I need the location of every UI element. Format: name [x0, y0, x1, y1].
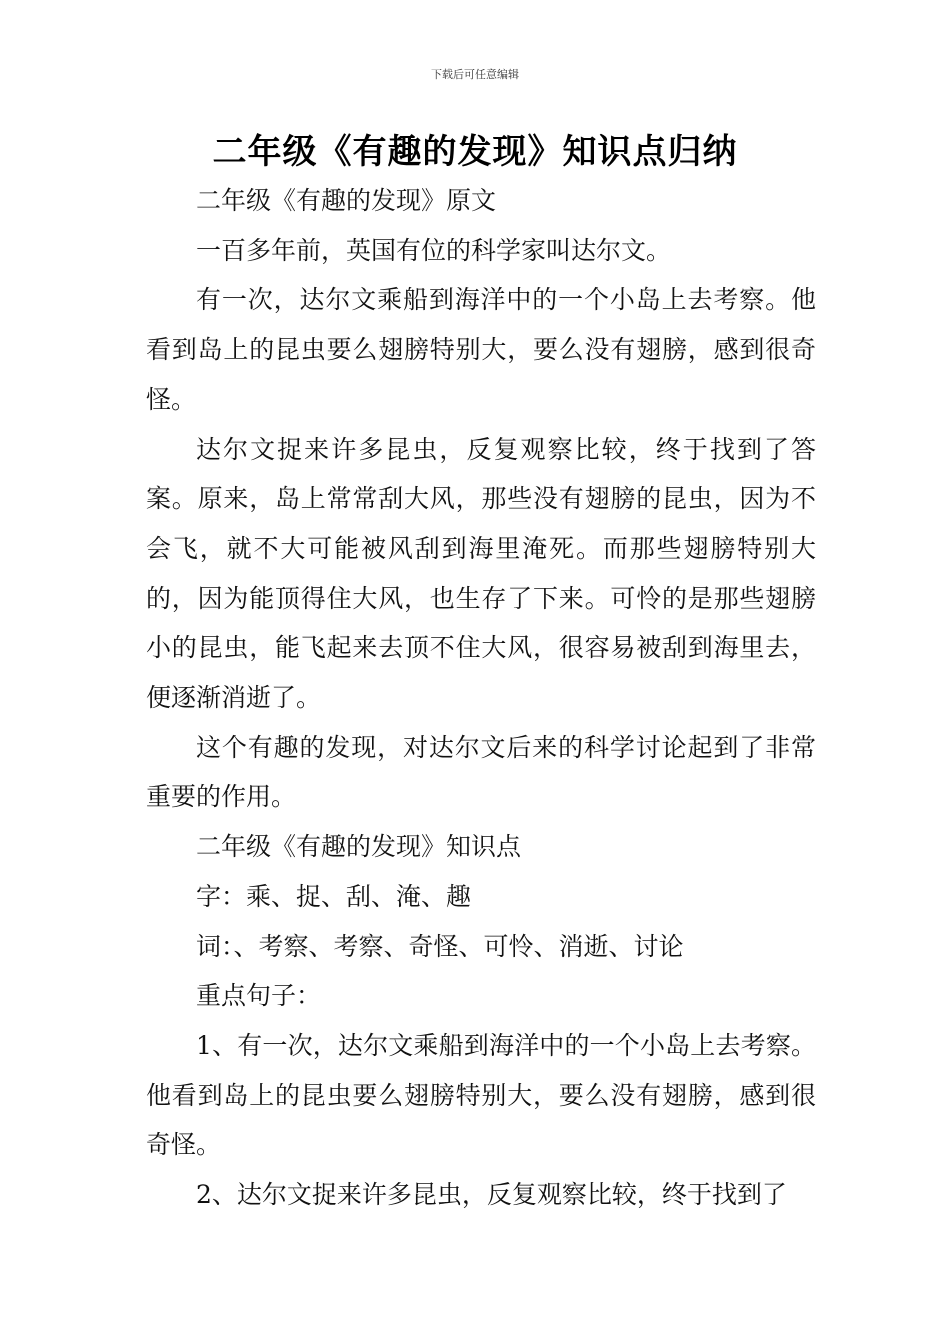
paragraph-key-sentences-heading: 重点句子： — [196, 981, 322, 1011]
paragraph-key-sentence: 1、有一次，达尔文乘船到海洋中的一个小岛上去考察。他看到岛上的昆虫要么翅膀特别大，要么没有翅膀，感到很奇怪。 — [146, 1030, 816, 1160]
document-title: 二年级《有趣的发现》知识点归纳 — [212, 132, 738, 172]
paragraph: 达尔文捉来许多昆虫，反复观察比较，终于找到了答案。原来，岛上常常刮大风，那些没有翅膀的昆虫，因为不会飞，就不大可能被风刮到海里淹死。而那些翅膀特别大的，因为能顶得住大风，也生存了下来。可怜的是那些翅膀小的昆虫，能飞起来去顶不住大风，很容易被刮到海里去，便逐渐消逝了。 — [146, 434, 816, 713]
paragraph: 有一次，达尔文乘船到海洋中的一个小岛上去考察。他看到岛上的昆虫要么翅膀特别大，要么没有翅膀，感到很奇怪。 — [146, 285, 816, 414]
paragraph: 一百多年前，英国有位的科学家叫达尔文。 — [196, 235, 672, 265]
paragraph-original-heading: 二年级《有趣的发现》原文 — [196, 186, 497, 215]
paragraph-characters: 字：乘、捉、刮、淹、趣 — [196, 881, 472, 911]
paragraph-words: 词：、考察、考察、奇怪、可怜、消逝、讨论 — [196, 931, 684, 961]
paragraph: 这个有趣的发现，对达尔文后来的科学讨论起到了非常重要的作用。 — [146, 732, 816, 812]
header-note: 下载后可任意编辑 — [431, 68, 519, 81]
document-body — [146, 176, 816, 1220]
paragraph-knowledge-heading: 二年级《有趣的发现》知识点 — [196, 832, 522, 862]
paragraph-key-sentence: 2、达尔文捉来许多昆虫，反复观察比较，终于找到了 — [196, 1180, 787, 1210]
